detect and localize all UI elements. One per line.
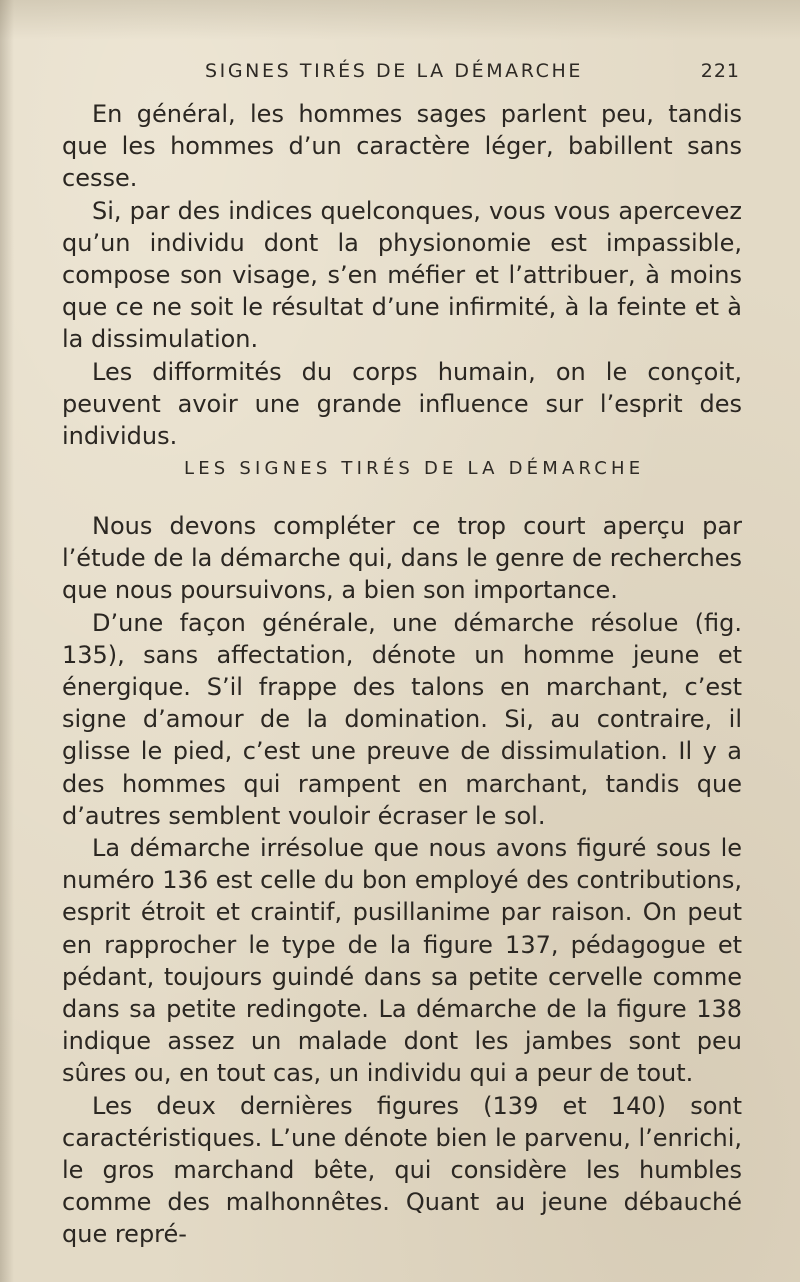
section-heading: LES SIGNES TIRÉS DE LA DÉMARCHE [184,458,645,479]
page-number: 221 [700,60,740,82]
text-block-before-heading [62,98,742,452]
text-block-after-heading [62,510,742,1251]
paragraph: Nous devons compléter ce trop court aperçu par l’étude de la démarche qui, dans le genre de recherches que nous poursuivons, a bien son importance. [62,512,742,605]
paragraph: D’une façon générale, une démarche résolue (fig. 135), sans affectation, dénote un homme jeune et énergique. S’il frappe des talons en marchant, c’est signe d’amour de la domination. Si, au contraire, il glisse le pied, c’est une preuve de dissimulation. Il y a des hommes qui rampent en marchant, tandis que d’autres semblent vouloir écraser le sol. [62,608,742,830]
page-edge-shadow [0,0,14,1282]
paragraph: La démarche irrésolue que nous avons figuré sous le numéro 136 est celle du bon employé des contributions, esprit étroit et craintif, pusillanime par raison. On peut en rapprocher le type de la figure 137, pédagogue et pédant, toujours guindé dans sa petite cervelle comme dans sa petite redingote. La démarche de la figure 138 indique assez un malade dont les jambes sont peu sûres ou, en tout cas, un individu qui a peur de tout. [62,834,742,1088]
running-title: SIGNES TIRÉS DE LA DÉMARCHE [205,60,583,82]
paragraph: Les deux dernières figures (139 et 140) sont caractéristiques. L’une dénote bien le parvenu, l’enrichi, le gros marchand bête, qui considère les humbles comme des malhonnêtes. Quant au jeune débauché que repré- [62,1091,742,1249]
paragraph: En général, les hommes sages parlent peu, tandis que les hommes d’un caractère léger, babillent sans cesse. [62,100,742,193]
paragraph: Si, par des indices quelconques, vous vous apercevez qu’un individu dont la physionomie est impassible, compose son visage, s’en méfier et l’attribuer, à moins que ce ne soit le résultat d’une infirmité, à la feinte et à la dissimulation. [62,196,742,354]
page-top-shading [0,0,800,40]
running-header [205,60,740,88]
paragraph: Les difformités du corps humain, on le conçoit, peuvent avoir une grande influence sur l’esprit des individus. [62,357,742,451]
